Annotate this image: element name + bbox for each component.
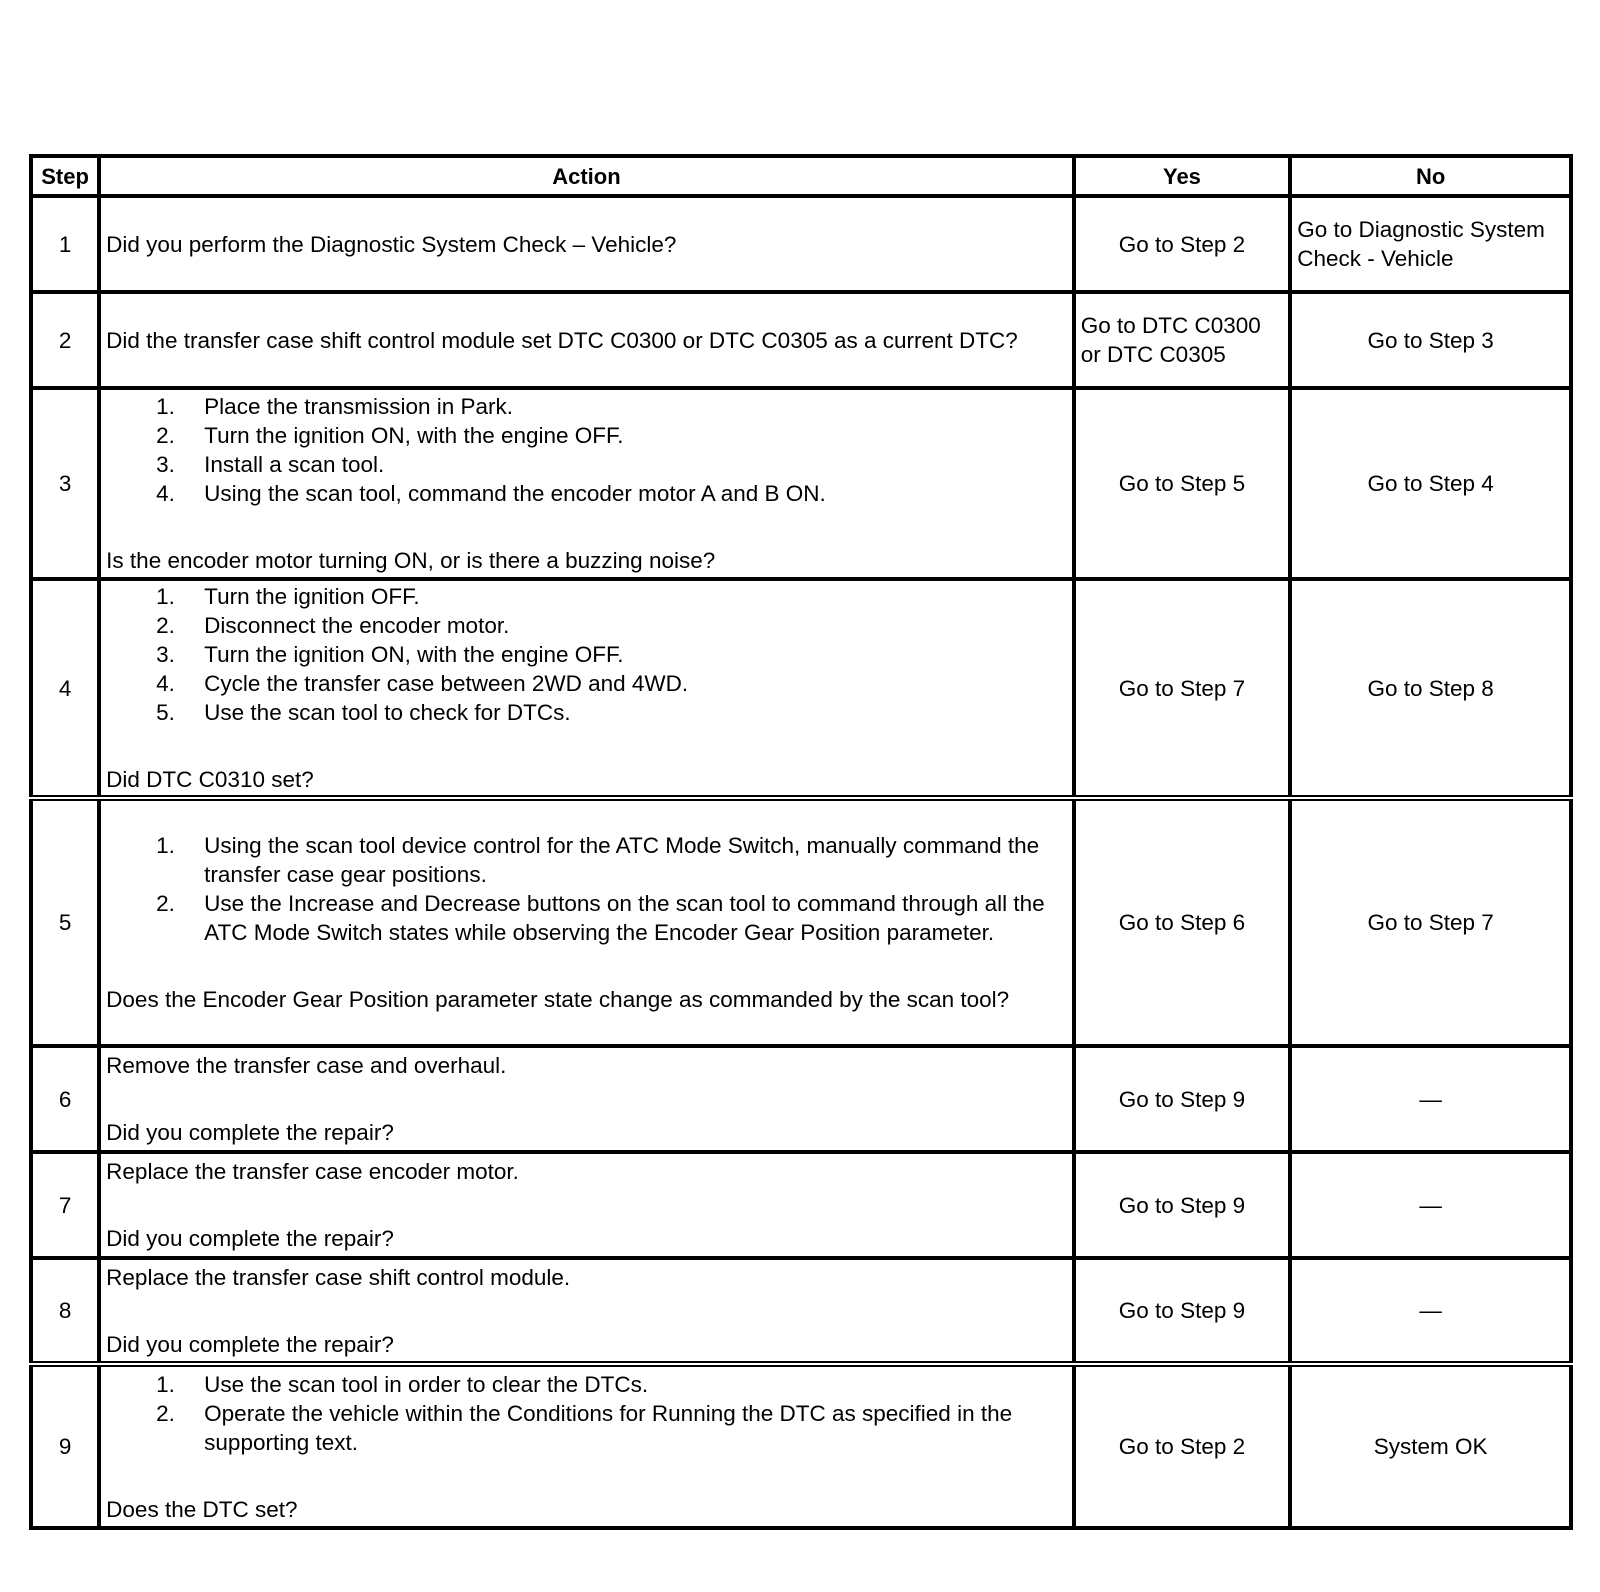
yes-cell: Go to Step 5 <box>1074 388 1291 579</box>
header-action: Action <box>99 156 1074 196</box>
list-item: 2. Use the Increase and Decrease buttons on the scan tool to command through all the ATC Mode Switch states while observing the Encoder Gear Position parameter. <box>156 891 1045 945</box>
action-steps-list <box>106 582 1067 727</box>
action-question: Did you complete the repair? <box>106 1226 394 1251</box>
step-number: 4 <box>31 579 99 798</box>
action-cell <box>99 1046 1074 1152</box>
table-row <box>31 388 1571 579</box>
action-cell <box>99 1364 1074 1528</box>
yes-cell: Go to Step 2 <box>1074 1364 1291 1528</box>
table-row <box>31 1364 1571 1528</box>
yes-cell: Go to Step 2 <box>1074 196 1291 292</box>
diagnostic-table <box>29 154 1573 1530</box>
no-cell: Go to Step 4 <box>1290 388 1571 579</box>
spacer <box>106 1292 1067 1330</box>
table-row <box>31 579 1571 798</box>
list-item: 2. Operate the vehicle within the Conditions for Running the DTC as specified in the supporting text. <box>156 1400 1013 1455</box>
action-question: Is the encoder motor turning ON, or is there a buzzing noise? <box>106 548 716 573</box>
action-cell <box>99 1258 1074 1364</box>
list-item: 4. Using the scan tool, command the encoder motor A and B ON. <box>156 481 826 506</box>
yes-cell: Go to Step 9 <box>1074 1258 1291 1364</box>
header-row <box>31 156 1571 196</box>
yes-cell: Go to Step 9 <box>1074 1046 1291 1152</box>
action-question: Did you perform the Diagnostic System Check – Vehicle? <box>106 231 677 257</box>
table-row <box>31 196 1571 292</box>
list-item: 4. Cycle the transfer case between 2WD and 4WD. <box>156 671 689 696</box>
action-question: Does the Encoder Gear Position parameter state change as commanded by the scan tool? <box>106 987 1010 1012</box>
action-steps-list <box>106 1370 1067 1457</box>
header-no: No <box>1290 156 1571 196</box>
no-cell: Go to Step 3 <box>1290 292 1571 388</box>
action-question: Does the DTC set? <box>106 1496 298 1522</box>
no-cell: — <box>1290 1046 1571 1152</box>
list-item: 1. Turn the ignition OFF. <box>156 584 420 609</box>
action-cell <box>99 579 1074 798</box>
list-item: 3. Turn the ignition ON, with the engine OFF. <box>156 642 624 667</box>
step-number: 9 <box>31 1364 99 1528</box>
step-number: 3 <box>31 388 99 579</box>
action-question: Did DTC C0310 set? <box>106 767 314 792</box>
spacer <box>106 947 1067 985</box>
step-number: 1 <box>31 196 99 292</box>
action-steps-list <box>106 392 1067 508</box>
spacer <box>106 1457 1067 1495</box>
spacer <box>106 727 1067 765</box>
yes-cell: Go to Step 9 <box>1074 1152 1291 1258</box>
no-cell: Go to Step 7 <box>1290 798 1571 1046</box>
no-cell: — <box>1290 1152 1571 1258</box>
yes-cell: Go to Step 6 <box>1074 798 1291 1046</box>
yes-cell: Go to Step 7 <box>1074 579 1291 798</box>
no-cell: Go to Diagnostic System Check - Vehicle <box>1290 196 1571 292</box>
step-number: 6 <box>31 1046 99 1152</box>
header-step: Step <box>31 156 99 196</box>
no-cell: System OK <box>1290 1364 1571 1528</box>
header-yes: Yes <box>1074 156 1291 196</box>
action-instruction: Replace the transfer case shift control module. <box>106 1264 571 1290</box>
no-cell: — <box>1290 1258 1571 1364</box>
action-cell <box>99 388 1074 579</box>
action-cell <box>99 292 1074 388</box>
table-row <box>31 292 1571 388</box>
step-number: 7 <box>31 1152 99 1258</box>
action-cell <box>99 196 1074 292</box>
action-cell <box>99 1152 1074 1258</box>
list-item: 2. Turn the ignition ON, with the engine OFF. <box>156 423 624 448</box>
spacer <box>106 508 1067 546</box>
step-number: 5 <box>31 798 99 1046</box>
action-cell <box>99 798 1074 1046</box>
list-item: 1. Place the transmission in Park. <box>156 394 514 419</box>
no-cell: Go to Step 8 <box>1290 579 1571 798</box>
list-item: 2. Disconnect the encoder motor. <box>156 613 510 638</box>
spacer <box>106 1080 1067 1118</box>
step-number: 8 <box>31 1258 99 1364</box>
action-instruction: Remove the transfer case and overhaul. <box>106 1053 507 1078</box>
table-row <box>31 798 1571 1046</box>
table-row <box>31 1258 1571 1364</box>
step-number: 2 <box>31 292 99 388</box>
list-item: 3. Install a scan tool. <box>156 452 385 477</box>
table-row <box>31 1046 1571 1152</box>
list-item: 1. Use the scan tool in order to clear the DTCs. <box>156 1371 649 1397</box>
action-instruction: Replace the transfer case encoder motor. <box>106 1159 519 1184</box>
list-item: 1. Using the scan tool device control for the ATC Mode Switch, manually command the transfer case gear positions. <box>156 833 1040 887</box>
yes-cell: Go to DTC C0300 or DTC C0305 <box>1074 292 1291 388</box>
action-steps-list <box>106 831 1067 947</box>
list-item: 5. Use the scan tool to check for DTCs. <box>156 700 571 725</box>
action-question: Did you complete the repair? <box>106 1331 394 1357</box>
action-question: Did you complete the repair? <box>106 1120 394 1145</box>
spacer <box>106 1186 1067 1224</box>
action-question: Did the transfer case shift control module set DTC C0300 or DTC C0305 as a current DTC? <box>106 327 1018 353</box>
table-row <box>31 1152 1571 1258</box>
